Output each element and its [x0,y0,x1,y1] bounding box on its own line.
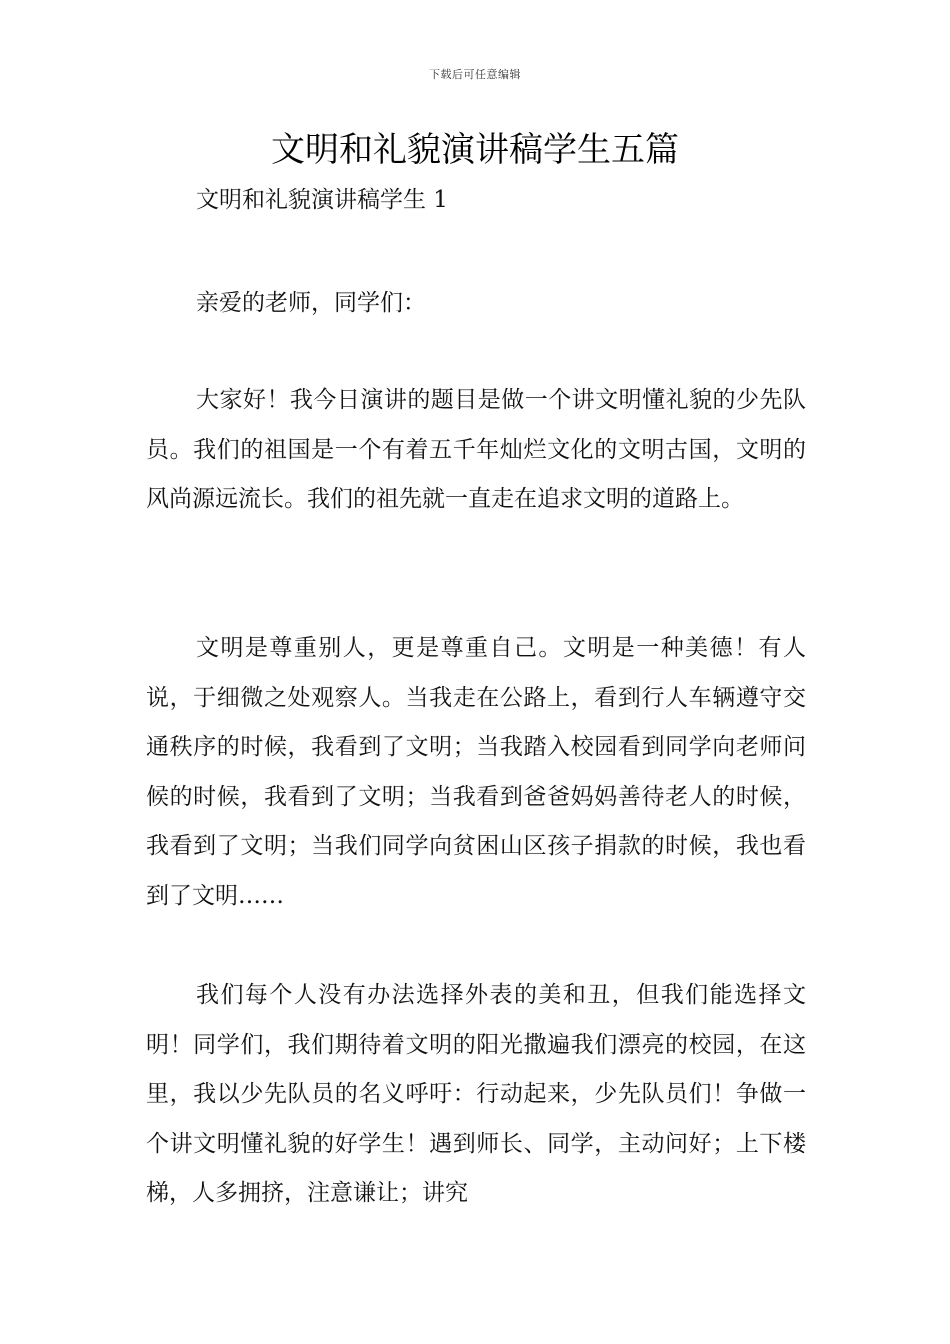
document-title: 文明和礼貌演讲稿学生五篇 [271,130,679,170]
paragraph: 文明是尊重别人，更是尊重自己。文明是一种美德！有人说，于细微之处观察人。当我走在公路上，看到行人车辆遵守交通秩序的时候，我看到了文明；当我踏入校园看到同学向老师问候的时候，我看到了文明；当我看到爸爸妈妈善待老人的时候，我看到了文明；当我们同学向贫困山区孩子捐款的时候，我也看到了文明…… [146,635,806,909]
section-title: 文明和礼貌演讲稿学生 1 [196,187,448,213]
salutation: 亲爱的老师，同学们： [196,290,426,316]
paragraph: 我们每个人没有办法选择外表的美和丑，但我们能选择文明！同学们，我们期待着文明的阳光撒遍我们漂亮的校园，在这里，我以少先队员的名义呼吁：行动起来，少先队员们！争做一个讲文明懂礼貌的好学生！遇到师长、同学，主动问好；上下楼梯，人多拥挤，注意谦让；讲究 [146,982,806,1206]
paragraph: 大家好！我今日演讲的题目是做一个讲文明懂礼貌的少先队员。我们的祖国是一个有着五千年灿烂文化的文明古国，文明的风尚源远流长。我们的祖先就一直走在追求文明的道路上。 [146,387,806,512]
header-note: 下载后可任意编辑 [429,68,521,81]
